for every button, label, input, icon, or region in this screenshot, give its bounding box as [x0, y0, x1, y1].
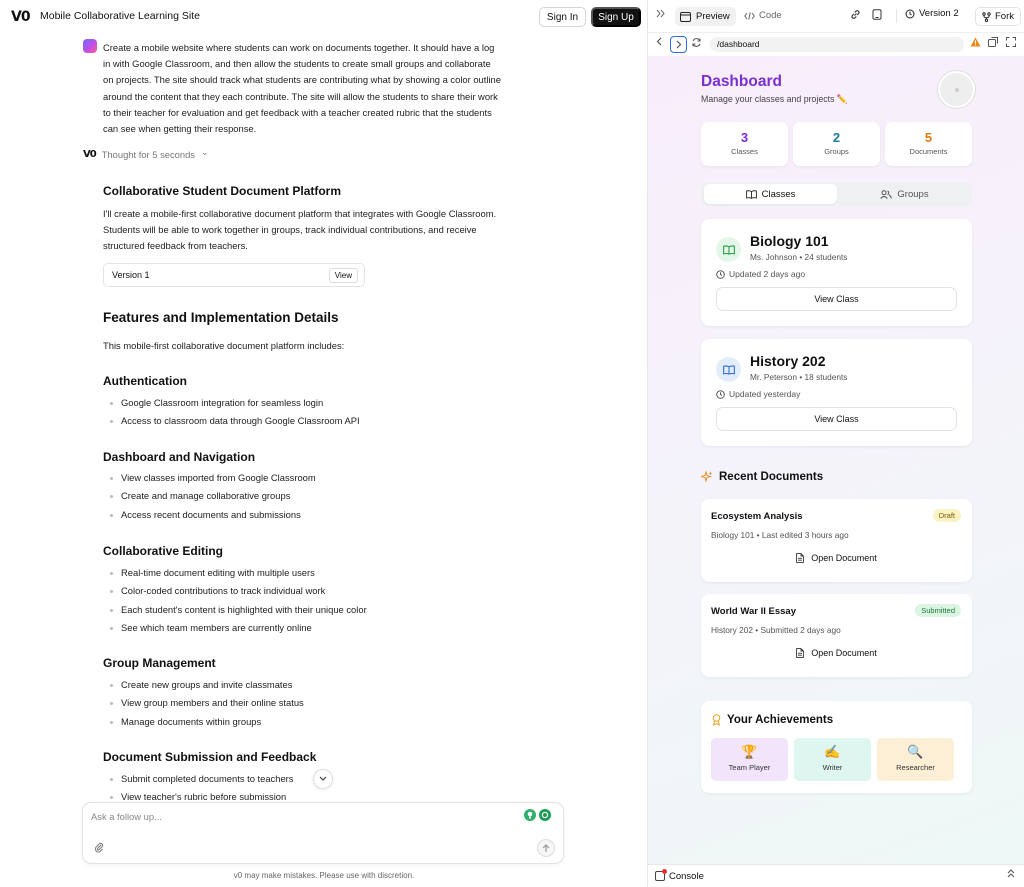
- version-label: Version 2: [919, 8, 959, 19]
- v0-logo[interactable]: V0: [11, 9, 30, 25]
- document-card: [701, 594, 972, 677]
- trophy-icon: 🏆: [741, 744, 758, 759]
- section-title: Group Management: [103, 656, 216, 670]
- class-updated: [716, 389, 800, 399]
- features-intro: This mobile-first collaborative document platform includes:: [103, 340, 345, 351]
- grammarly-icon[interactable]: [539, 809, 551, 821]
- forward-button[interactable]: [670, 36, 687, 53]
- list-item: View teacher's rubric before submission: [110, 788, 294, 803]
- file-icon: [796, 553, 804, 563]
- section-title: Document Submission and Feedback: [103, 750, 317, 764]
- tab-groups[interactable]: [839, 184, 970, 204]
- section-list: [110, 469, 316, 524]
- follow-up-input[interactable]: [91, 811, 491, 822]
- v0-mini-logo: V0: [83, 149, 96, 160]
- writing-hand-icon: ✍️: [824, 744, 841, 759]
- list-item: Google Classroom integration for seamless login: [110, 394, 360, 412]
- send-button[interactable]: [537, 839, 555, 857]
- section-list: [110, 676, 304, 731]
- open-document-button[interactable]: [701, 553, 972, 563]
- class-card: [701, 219, 972, 326]
- toolbar-divider: [896, 9, 897, 23]
- section-list: [110, 564, 367, 637]
- fork-button[interactable]: [975, 7, 1021, 26]
- list-item: Color-coded contributions to track individual work: [110, 582, 367, 600]
- chevrons-up-icon[interactable]: [1007, 869, 1015, 881]
- clock-icon: [716, 390, 725, 399]
- fork-label: Fork: [995, 11, 1014, 22]
- list-item: Access recent documents and submissions: [110, 506, 316, 524]
- achievement-label: Writer: [822, 763, 843, 772]
- section-title: Dashboard and Navigation: [103, 450, 256, 464]
- history-icon: [905, 9, 915, 19]
- section-title: Authentication: [103, 374, 187, 388]
- list-item: Create new groups and invite classmates: [110, 676, 304, 694]
- updated-text: Updated yesterday: [729, 389, 801, 399]
- console-label: Console: [669, 871, 704, 882]
- class-book-icon: [716, 357, 741, 382]
- view-class-button[interactable]: View Class: [716, 407, 957, 431]
- document-card: [701, 499, 972, 582]
- tab-code[interactable]: [744, 10, 782, 21]
- award-icon: [712, 714, 721, 726]
- arrow-up-icon: [542, 844, 550, 853]
- recent-documents-title: Recent Documents: [719, 471, 824, 483]
- project-title[interactable]: Mobile Collaborative Learning Site: [40, 10, 200, 22]
- device-icon[interactable]: [872, 9, 882, 23]
- chevron-down-icon: [319, 776, 327, 782]
- list-item: View group members and their online status: [110, 694, 304, 712]
- features-heading: Features and Implementation Details: [103, 310, 339, 325]
- stat-value: 2: [832, 130, 841, 145]
- open-document-label: Open Document: [811, 553, 877, 563]
- status-badge: Submitted: [915, 604, 961, 617]
- class-title: Biology 101: [750, 233, 829, 249]
- response-intro: I'll create a mobile-first collaborative document platform that integrates with Google Classroom. Students will be able to work together in groups, track individual contributions, and receive structured feedback from teachers.: [103, 208, 497, 251]
- section-list: [110, 394, 360, 431]
- stat-label: Groups: [824, 147, 849, 156]
- sign-up-button[interactable]: Sign Up: [591, 7, 641, 27]
- clock-icon: [716, 270, 725, 279]
- list-item: Real-time document editing with multiple users: [110, 564, 367, 582]
- document-title: World War II Essay: [711, 606, 796, 617]
- console-icon: [655, 871, 665, 881]
- list-item: Create and manage collaborative groups: [110, 487, 316, 505]
- tab-classes[interactable]: [704, 184, 837, 204]
- version-button[interactable]: [905, 8, 959, 19]
- achievement-label: Team Player: [728, 763, 771, 772]
- list-item: Submit completed documents to teachers: [110, 770, 294, 788]
- link-icon[interactable]: [850, 9, 861, 23]
- list-item: Manage documents within groups: [110, 713, 304, 731]
- list-item: Each student's content is highlighted with their unique color: [110, 601, 367, 619]
- tab-preview-label: Preview: [696, 11, 730, 22]
- updated-text: Updated 2 days ago: [729, 269, 806, 279]
- achievements-card: [701, 701, 972, 793]
- url-input[interactable]: [710, 37, 964, 52]
- app-preview[interactable]: [648, 56, 1024, 864]
- user-prompt: Create a mobile website where students can work on documents together. It should have a log in with Google Classroom, and then allow the students to create small groups and collaborate on projects. The site should track what students are contributing what by showing a color outline around the content that they each contribute. The site will allow the students to share their work to their teacher for evaluation and get feedback with a teacher created rubric that the students can see when getting their response.: [103, 42, 501, 135]
- achievement-label: Researcher: [896, 763, 935, 772]
- class-card: [701, 339, 972, 446]
- achievements-heading: [712, 714, 833, 726]
- document-meta: History 202 • Submitted 2 days ago: [711, 625, 841, 635]
- achievement-writer[interactable]: [794, 738, 871, 781]
- list-item: View classes imported from Google Classroom: [110, 469, 316, 487]
- section-title: Collaborative Editing: [103, 544, 224, 558]
- stat-groups: [793, 122, 880, 166]
- thought-toggle[interactable]: [83, 149, 209, 160]
- version-card[interactable]: [103, 263, 365, 287]
- stat-label: Classes: [731, 147, 758, 156]
- stat-value: 5: [924, 130, 933, 145]
- document-meta: Biology 101 • Last edited 3 hours ago: [711, 530, 849, 540]
- magnifier-icon: 🔍: [907, 744, 924, 759]
- paperclip-icon[interactable]: [94, 842, 104, 856]
- tab-groups-label: Groups: [897, 188, 929, 200]
- class-book-icon: [716, 237, 741, 262]
- scroll-down-button[interactable]: [313, 769, 333, 789]
- fork-icon: [982, 12, 991, 22]
- chat-thread[interactable]: [0, 33, 648, 803]
- sign-in-button[interactable]: Sign In: [539, 7, 586, 27]
- forward-icon: [676, 40, 682, 49]
- version-label: Version 1: [112, 270, 150, 280]
- achievement-team-player[interactable]: [711, 738, 788, 781]
- class-updated: [716, 269, 805, 279]
- follow-up-composer: [82, 802, 564, 864]
- book-icon: [746, 190, 757, 199]
- open-new-window-icon[interactable]: [988, 37, 998, 50]
- stat-value: 3: [740, 130, 749, 145]
- class-title: History 202: [750, 353, 826, 369]
- back-icon[interactable]: [656, 37, 662, 49]
- stat-documents: [885, 122, 972, 166]
- view-segmented-control: [701, 182, 972, 206]
- class-meta: Mr. Peterson • 18 students: [750, 372, 848, 382]
- recent-documents-heading: [701, 471, 823, 483]
- dashboard-subtitle: Manage your classes and projects ✏️: [701, 94, 848, 104]
- console-bar[interactable]: [648, 864, 1024, 887]
- users-icon: [880, 190, 892, 199]
- section-list: [110, 770, 294, 803]
- status-badge: Draft: [933, 509, 961, 522]
- stat-label: Documents: [909, 147, 948, 156]
- expand-icon[interactable]: [656, 9, 665, 21]
- response-heading: Collaborative Student Document Platform: [103, 184, 342, 198]
- user-icon: [954, 87, 960, 93]
- user-avatar: [83, 39, 97, 53]
- achievement-researcher[interactable]: [877, 738, 954, 781]
- tab-code-label: Code: [759, 10, 782, 21]
- reload-icon[interactable]: [691, 37, 702, 51]
- chat-header: [0, 0, 648, 33]
- lightbulb-icon[interactable]: [524, 809, 536, 821]
- open-document-button[interactable]: [701, 648, 972, 658]
- open-document-label: Open Document: [811, 648, 877, 658]
- preview-toolbar: [648, 0, 1024, 33]
- window-icon: [680, 12, 691, 22]
- dashboard-title: Dashboard: [701, 73, 782, 90]
- thought-label: Thought for 5 seconds: [101, 149, 195, 160]
- code-icon: [744, 12, 755, 20]
- file-icon: [796, 648, 804, 658]
- view-class-button[interactable]: View Class: [716, 287, 957, 311]
- list-item: See which team members are currently online: [110, 619, 367, 637]
- tab-classes-label: Classes: [761, 188, 796, 200]
- document-title: Ecosystem Analysis: [711, 511, 803, 522]
- fullscreen-icon[interactable]: [1006, 37, 1016, 50]
- chevron-down-icon: ⌄: [201, 147, 209, 157]
- assistant-icons: [524, 809, 551, 821]
- stat-classes: [701, 122, 788, 166]
- achievements-title: Your Achievements: [727, 714, 834, 726]
- sparkles-icon: [701, 471, 713, 483]
- class-meta: Ms. Johnson • 24 students: [750, 252, 848, 262]
- disclaimer: v0 may make mistakes. Please use with discretion.: [233, 871, 415, 880]
- list-item: Access to classroom data through Google Classroom API: [110, 412, 360, 430]
- address-bar: [648, 33, 1024, 56]
- tab-preview[interactable]: [675, 7, 736, 26]
- profile-avatar[interactable]: [938, 71, 975, 108]
- warning-icon[interactable]: [970, 37, 981, 50]
- version-view-button[interactable]: View: [329, 268, 358, 283]
